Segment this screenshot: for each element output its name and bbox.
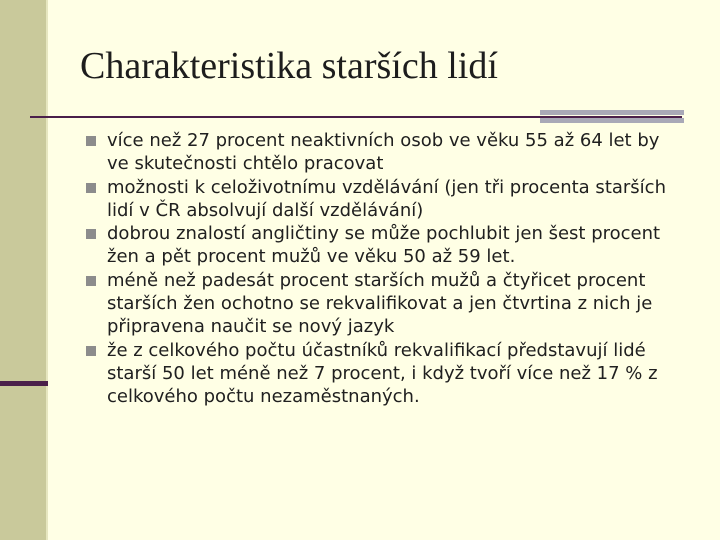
side-band-accent [0, 381, 48, 386]
square-bullet-icon [86, 229, 96, 239]
bullet-item [86, 222, 686, 269]
bullet-list [86, 129, 686, 409]
title-rule-accent-top [540, 110, 684, 115]
bullet-item [86, 176, 686, 223]
square-bullet-icon [86, 346, 96, 356]
bullet-text: méně než padesát procent starších mužů a čtyřicet procent starších žen ochotno se rekvalifikovat a jen čtvrtina z nich je připravena naučit se nový jazyk [107, 269, 653, 338]
square-bullet-icon [86, 276, 96, 286]
title-rule-accent-bottom [540, 118, 684, 123]
bullet-text: že z celkového počtu účastníků rekvalifikací představují lidé starší 50 let méně než 7 procent, i když tvoří více než 17 % z celkového počtu nezaměstnaných. [107, 339, 658, 408]
side-band-edge [46, 0, 48, 540]
side-band [0, 0, 46, 540]
bullet-item [86, 339, 686, 409]
bullet-item [86, 269, 686, 339]
title-underline [30, 116, 682, 118]
bullet-item [86, 129, 686, 176]
square-bullet-icon [86, 183, 96, 193]
slide-title: Charakteristika starších lidí [80, 45, 498, 87]
square-bullet-icon [86, 136, 96, 146]
bullet-text: dobrou znalostí angličtiny se může pochlubit jen šest procent žen a pět procent mužů ve věku 50 až 59 let. [107, 223, 661, 268]
bullet-text: možnosti k celoživotnímu vzdělávání (jen tři procenta starších lidí v ČR absolvují další vzdělávání) [107, 176, 666, 221]
bullet-text: více než 27 procent neaktivních osob ve věku 55 až 64 let by ve skutečnosti chtělo pracovat [107, 130, 660, 175]
